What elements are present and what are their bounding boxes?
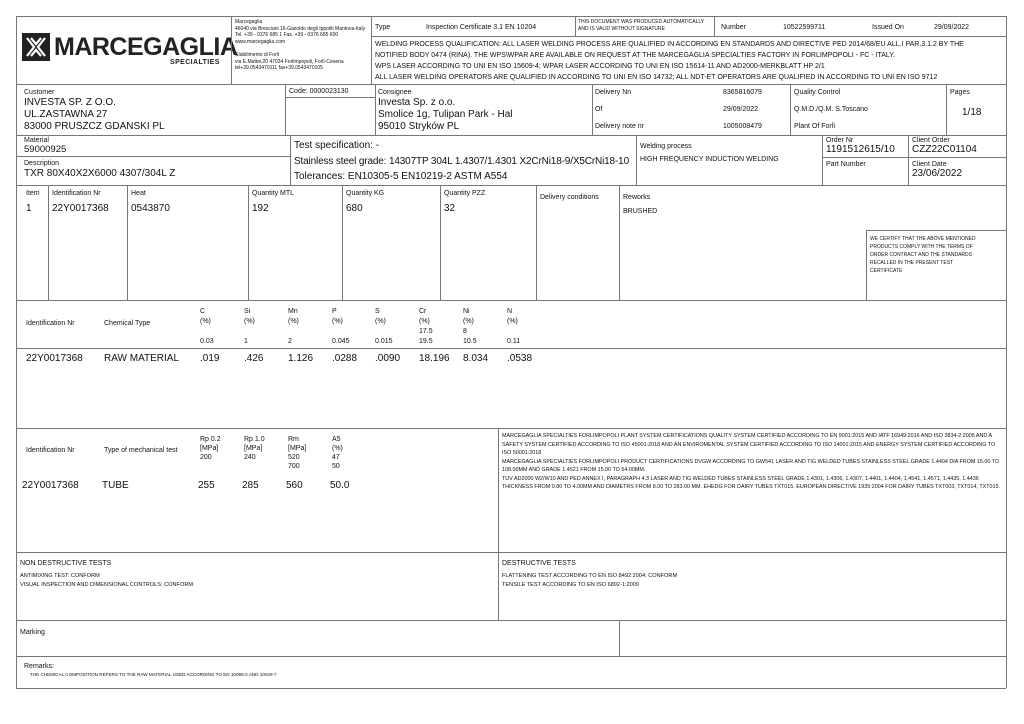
destructive-line: TENSILE TEST ACCORDING TO EN ISO 6892-1:2009 [502, 582, 639, 588]
chem-element-symbol: C [200, 308, 206, 315]
mech-col-rm [288, 435, 306, 471]
welding-process-value: HIGH FREQUENCY INDUCTION WELDING [640, 156, 779, 163]
chem-value-n: .0538 [507, 353, 533, 364]
mech-value-a5: 50.0 [330, 480, 350, 491]
part-number-label: Part Number [826, 161, 866, 168]
chem-element-symbol: Cr [419, 308, 427, 315]
address-line: Stabilimento di Forlì [235, 51, 280, 58]
chem-element-unit: (%) [244, 318, 255, 325]
chem-element-min: 0.045 [332, 338, 350, 345]
ndt-label: NON DESTRUCTIVE TESTS [20, 560, 112, 567]
chem-value-s: .0090 [375, 353, 401, 364]
customer-line: UL.ZASTAWNA 27 [24, 109, 108, 120]
chem-value-p: .0288 [332, 353, 358, 364]
chem-type-label: Chemical Type [104, 320, 151, 327]
customer-code: Code: 0000023130 [289, 88, 349, 95]
chem-col-ni [463, 307, 477, 347]
quality-plant: Plant Of Forlì [794, 123, 836, 130]
items-header-qty-mtl: Quantity MTL [252, 190, 295, 197]
certify-line: PRODUCTS COMPLY WITH THE TERMS OF [870, 244, 973, 250]
type-label: Type [375, 24, 391, 31]
items-header-qty-kg: Quantity KG [346, 190, 385, 197]
chem-element-unit: (%) [200, 318, 211, 325]
client-date-value: 23/06/2022 [912, 168, 963, 179]
address-line: tel+39.0543470111 fax+39.0543470105 [235, 65, 323, 72]
mech-col-unit: [MPa] [244, 445, 263, 452]
certification-statement [870, 235, 1004, 275]
item-heat: 0543870 [131, 203, 170, 214]
certify-line: CERTIFICATE [870, 268, 903, 274]
order-nr-label: Order Nr [826, 137, 854, 144]
tolerances: Tolerances: EN10305-5 EN10219-2 ASTM A554 [294, 171, 508, 182]
client-order-label: Client Order [912, 137, 950, 144]
issued-value: 29/09/2022 [934, 24, 970, 31]
client-order-value: CZZ22C01104 [912, 144, 977, 155]
plant-certifications [502, 432, 1002, 492]
logo-subtitle: SPECIALTIES [170, 59, 220, 66]
customer-address [24, 97, 165, 133]
chem-element-symbol: S [375, 308, 380, 315]
remarks-text: THE CHEMICAL COMPOSITION REFERS TO THE RAW MATERIAL USED ACCORDING TO EN 10088-2 AND 10028-7 [30, 672, 277, 677]
chem-element-max [244, 327, 255, 337]
chem-value-ni: 8.034 [463, 353, 489, 364]
consignee-line: Investa Sp. z o.o. [378, 97, 456, 108]
certify-line: RECALLED IN THE PRESENT TEST [870, 260, 954, 266]
consignee-line: 95010 Stryków PL [378, 121, 460, 132]
quality-control-label: Quality Control [794, 89, 841, 96]
product-cert-text: MARCEGAGLIA SPECIALTIES FORLIMPOPOLI PRODUCT CERTIFICATIONS DVGW ACCORDING TO GW541 LASER AND TIG WELDED TUBES STAINLESS STEEL GRADE 1.4404 DIA FROM 15.00 TO 108.00MM AND GRADE 1.4521 FROM 15.00 TO 54.00MM. [502, 458, 1000, 473]
chem-element-unit: (%) [375, 318, 386, 325]
items-header-delivery-conditions: Delivery conditions [540, 194, 599, 201]
chem-value-c: .019 [200, 353, 220, 364]
mech-value-rp10: 285 [242, 480, 259, 491]
welding-qualification-statement [375, 39, 1005, 83]
items-header-identification: Identification Nr [52, 190, 101, 197]
mech-col-title: Rp 1.0 [244, 436, 265, 443]
pages-value: 1/18 [962, 107, 982, 118]
mech-col-min: 47 [332, 454, 340, 461]
delivery-nn-label: Delivery Nn [595, 89, 632, 96]
chem-value-mn: 1.126 [288, 353, 314, 364]
mech-col-unit: [MPa] [200, 445, 219, 452]
delivery-of-value: 29/09/2022 [723, 106, 759, 113]
statement-line: WPS LASER ACCORDING TO UNI EN ISO 15609-4; WPAR LASER ACCORDING TO UNI EN ISO 15614-11 AND AD2000-MERKBLATT HP 2/1 [375, 63, 825, 70]
description-value: TXR 80X40X2X6000 4307/304L Z [24, 168, 176, 179]
consignee-line: Smolice 1g, Tulipan Park - Hal [378, 109, 513, 120]
mech-value-rp02: 255 [198, 480, 215, 491]
item-reworks: BRUSHED [623, 208, 658, 215]
customer-line: 83000 PRUSZCZ GDANSKI PL [24, 121, 165, 132]
consignee-label: Consignee [378, 89, 412, 96]
chem-element-min: 19.5 [419, 338, 433, 345]
mech-col-min: 240 [244, 454, 256, 461]
address-line: via E.Mattei,20 47034 Forlimpopoli, Forlì-Cesena [235, 58, 344, 65]
chem-col-mn [288, 307, 299, 347]
chem-element-symbol: Si [244, 308, 251, 315]
mech-col-min: 520 [288, 454, 300, 461]
certify-line: ORDER CONTRACT AND THE STANDARDS [870, 252, 972, 258]
mech-row-id: 22Y0017368 [22, 480, 79, 491]
chem-element-unit: (%) [507, 318, 518, 325]
customer-label: Customer [24, 89, 55, 96]
chem-id-label: Identification Nr [26, 320, 75, 327]
company-address [235, 19, 375, 72]
destructive-results [502, 572, 677, 590]
marcegaglia-logo-icon [22, 33, 50, 61]
number-value: 10522599711 [783, 24, 826, 31]
items-header-reworks: Reworks [623, 194, 651, 201]
delivery-note-label: Delivery note nr [595, 123, 645, 130]
welding-process-label: Welding process [640, 143, 692, 150]
destructive-line: FLATTENING TEST ACCORDING TO EN ISO 8492:2004: CONFORM [502, 573, 678, 579]
chem-element-max: 8 [463, 328, 467, 335]
chem-element-symbol: P [332, 308, 337, 315]
steel-grade: Stainless steel grade: 14307TP 304L 1.4307/1.4301 X2CrNi18-9/X5CrNi18-10 [294, 156, 629, 167]
issued-label: Issued On [872, 24, 904, 31]
destructive-label: DESTRUCTIVE TESTS [502, 560, 576, 567]
item-identification: 22Y0017368 [52, 203, 109, 214]
item-qty-kg: 680 [346, 203, 363, 214]
chem-element-max [332, 327, 350, 337]
chem-value-si: .426 [244, 353, 264, 364]
item-number: 1 [26, 203, 32, 214]
chem-element-symbol: Mn [288, 308, 298, 315]
certify-line: WE CERTIFY THAT THE ABOVE MENTIONED [870, 236, 976, 242]
auto-note: THIS DOCUMENT WAS PRODUCED AUTOMATICALLY AND IS VALID WITHOUT SIGNATURE [578, 19, 705, 32]
item-qty-pzz: 32 [444, 203, 456, 214]
chem-col-p [332, 307, 350, 347]
ndt-results [20, 572, 193, 590]
items-header-qty-pzz: Quantity PZZ [444, 190, 486, 197]
tuv-cert-text: TUV AD2000 W2/W10 AND PED ANNEX I, PARAGRAPH 4.3 LASER AND TIG WELDED TUBES STAINLESS STEEL GRADE 1.4301, 1.4306, 1.4307, 1.4401, 1.4404, 1.4541, 1.4571, 1.4435, 1.4436 THICKNESS FROM 0.80 TO 4.00MM AND DIAMETRS FROM 8.00 TO 283.00 MM. EHEDG FOR DAIRY TUBES TXT015. EUROPEAN DIRECTIVE 1935:2004 FOR DAIRY TUBES TXT003, TXT014, TXT015. [502, 475, 1000, 490]
chem-col-si [244, 307, 255, 347]
chem-element-max [507, 327, 520, 337]
chem-element-unit: (%) [332, 318, 343, 325]
type-value: Inspection Certificate 3.1 EN 10204 [426, 24, 537, 31]
plant-cert-text: MARCEGAGLIA SPECIALTIES FORLIMPOPOLI PLANT SYSTEM CERTIFICATIONS QUALITY SYSTEM CERTIFIED ACCORDING TO EN 9001:2015 AND IATF 16949:2016 AND ISO 3834-2:2005 AND A SAFETY SYSTEM CERTIFIED ACCORDING TO ISO 45001:2018 AND AN ENVIROMENTAL SYSTEM CERTIFIED ACCORDING TO ISO 14001:2015 AND ENERGY SYSTEM CERTIFIED ACCORDING TO ISO 50001:2018 [502, 433, 996, 456]
chem-element-min: 0.015 [375, 338, 393, 345]
chem-element-unit: (%) [288, 318, 299, 325]
chem-element-unit: (%) [419, 318, 430, 325]
client-date-label: Client Date [912, 161, 947, 168]
mech-col-max: 50 [332, 463, 340, 470]
chem-element-max [288, 327, 299, 337]
chem-row-id: 22Y0017368 [26, 353, 83, 364]
material-value: 59000925 [24, 144, 67, 155]
address-line: Marcegaglia [235, 19, 263, 25]
material-label: Material [24, 137, 49, 144]
mech-col-unit: (%) [332, 445, 343, 452]
mech-col-max: 700 [288, 463, 300, 470]
marking-label: Marking [20, 629, 45, 636]
chem-col-cr [419, 307, 433, 347]
mech-col-unit: [MPa] [288, 445, 307, 452]
mech-col-title: Rp 0.2 [200, 436, 221, 443]
mech-col-title: A5 [332, 436, 341, 443]
chem-element-min: 0.11 [507, 338, 521, 345]
chem-element-symbol: Ni [463, 308, 470, 315]
remarks-label: Remarks: [24, 663, 54, 670]
chem-element-unit: (%) [463, 318, 474, 325]
chem-col-s [375, 307, 393, 347]
mech-type-label: Type of mechanical test [104, 447, 178, 454]
address-line: www.marcegaglia.com [235, 38, 286, 45]
chem-element-max [375, 327, 393, 337]
logo-wordmark: MARCEGAGLIA [54, 33, 238, 61]
customer-line: INVESTA SP. Z O.O. [24, 97, 116, 108]
delivery-nn-value: 8365816079 [723, 89, 762, 96]
chem-element-symbol: N [507, 308, 513, 315]
statement-line: NOTIFIED BODY 0474 (RINA). THE WPS\WPAR ARE AVAILABLE ON REQUEST AT THE MARCEGAGLIA SPECIALTIES FACTORY IN FORLIMPOPOLI - FC - ITALY. [375, 52, 895, 59]
chem-element-min: 10.5 [463, 338, 477, 345]
mech-value-rm: 560 [286, 480, 303, 491]
mech-col-rp10 [244, 435, 265, 462]
ndt-line: VISUAL INSPECTION AND DIMENSIONAL CONTROLS: CONFORM [20, 582, 194, 588]
mech-col-title: Rm [288, 436, 299, 443]
item-qty-mtl: 192 [252, 203, 269, 214]
delivery-of-label: Of [595, 106, 603, 113]
chem-col-c [200, 307, 214, 347]
mech-col-rp02 [200, 435, 221, 462]
address-line: Tel. +39 - 0376 685 1 Fax. +39 - 0376 685 600 [235, 32, 339, 39]
chem-element-max: 17.5 [419, 328, 433, 335]
description-label: Description [24, 160, 60, 167]
statement-line: ALL LASER WELDING OPERATORS ARE QUALIFIED IN ACCORDING TO UNI EN ISO 14732; ALL NDT-ET OPERATORS ARE QUALIFIED IN ACCORDING TO UNI EN ISO 9712 [375, 74, 938, 81]
items-header-heat: Heat [131, 190, 146, 197]
mech-col-min: 200 [200, 454, 212, 461]
chem-col-n [507, 307, 520, 347]
number-label: Number [721, 24, 746, 31]
ndt-line: ANTIMIXING TEST: CONFORM [20, 573, 100, 579]
company-logo [22, 33, 237, 61]
order-nr-value: 1191512615/10 [826, 144, 895, 155]
mech-row-type: TUBE [102, 480, 129, 491]
quality-qmd: Q.M.D./Q.M. S.Toscano [794, 106, 868, 113]
chem-element-min: 2 [288, 338, 292, 345]
chem-element-min: 0.03 [200, 338, 214, 345]
statement-line: WELDING PROCESS QUALIFICATION: ALL LASER WELDING PROCESS ARE QUALIFIED IN ACCORDING EN STANDARDS AND DIRECTIVE PED 2014/68/EU ALL.I PAR.3.1.2 BY THE [375, 41, 964, 48]
address-line: 46040 via Bresciani 16-Gazoldo degli Ippoliti Mantova-Italy [235, 25, 366, 32]
pages-label: Pages [950, 89, 970, 96]
delivery-note-value: 1005008479 [723, 123, 762, 130]
mech-id-label: Identification Nr [26, 447, 75, 454]
chem-row-type: RAW MATERIAL [104, 353, 180, 364]
items-header-item: Item [26, 190, 40, 197]
address-spacer [235, 45, 375, 52]
consignee-address [378, 97, 513, 133]
mech-col-a5 [332, 435, 343, 471]
test-specification: Test specification: - [294, 140, 380, 151]
chem-value-cr: 18.196 [419, 353, 450, 364]
chem-element-max [200, 327, 214, 337]
chem-element-min: 1 [244, 338, 248, 345]
